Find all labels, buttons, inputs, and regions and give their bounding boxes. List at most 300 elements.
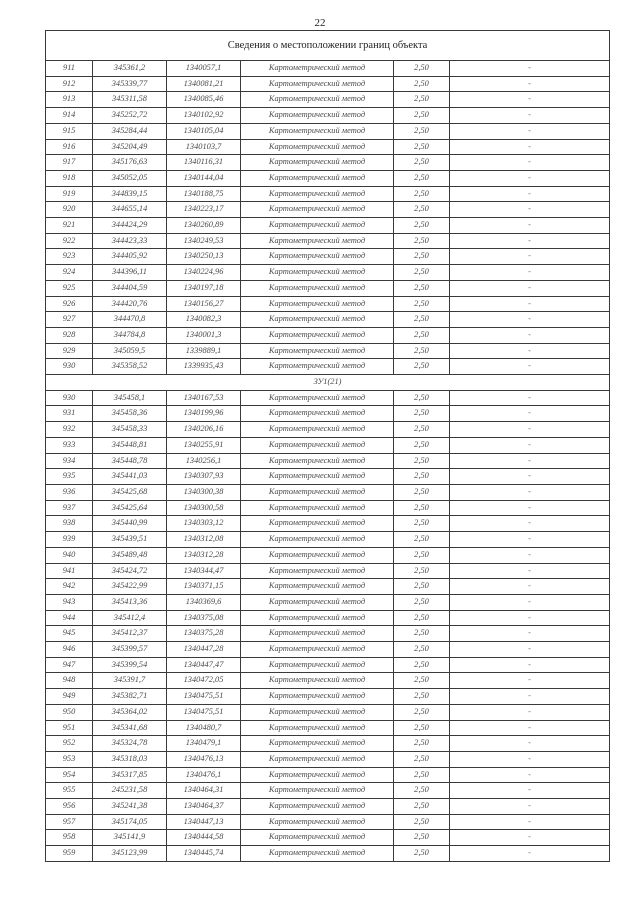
y-coordinate-cell: 1340001,3 <box>167 327 241 343</box>
point-number-cell: 911 <box>46 61 93 77</box>
x-coordinate-cell: 345317,85 <box>93 767 167 783</box>
description-cell: - <box>450 547 610 563</box>
point-number-cell: 927 <box>46 312 93 328</box>
table-row <box>46 689 610 705</box>
description-cell: - <box>450 437 610 453</box>
point-number-cell: 950 <box>46 704 93 720</box>
precision-cell: 2,50 <box>394 280 450 296</box>
method-cell: Картометрический метод <box>241 516 394 532</box>
point-number-cell: 932 <box>46 422 93 438</box>
precision-cell: 2,50 <box>394 296 450 312</box>
precision-cell: 2,50 <box>394 139 450 155</box>
description-cell: - <box>450 846 610 862</box>
precision-cell: 2,50 <box>394 265 450 281</box>
description-cell: - <box>450 233 610 249</box>
precision-cell: 2,50 <box>394 532 450 548</box>
description-cell: - <box>450 594 610 610</box>
x-coordinate-cell: 345399,54 <box>93 657 167 673</box>
table-row <box>46 233 610 249</box>
x-coordinate-cell: 345361,2 <box>93 61 167 77</box>
table-row <box>46 642 610 658</box>
description-cell: - <box>450 767 610 783</box>
method-cell: Картометрический метод <box>241 610 394 626</box>
precision-cell: 2,50 <box>394 422 450 438</box>
description-cell: - <box>450 155 610 171</box>
point-number-cell: 954 <box>46 767 93 783</box>
precision-cell: 2,50 <box>394 406 450 422</box>
x-coordinate-cell: 345439,51 <box>93 532 167 548</box>
table-row <box>46 249 610 265</box>
y-coordinate-cell: 1340447,28 <box>167 642 241 658</box>
y-coordinate-cell: 1340312,28 <box>167 547 241 563</box>
method-cell: Картометрический метод <box>241 484 394 500</box>
x-coordinate-cell: 345324,78 <box>93 736 167 752</box>
table-caption-row <box>46 31 610 61</box>
point-number-cell: 955 <box>46 783 93 799</box>
description-cell: - <box>450 280 610 296</box>
precision-cell: 2,50 <box>394 312 450 328</box>
description-cell: - <box>450 830 610 846</box>
description-cell: - <box>450 610 610 626</box>
method-cell: Картометрический метод <box>241 61 394 77</box>
x-coordinate-cell: 345174,05 <box>93 814 167 830</box>
table-row <box>46 139 610 155</box>
method-cell: Картометрический метод <box>241 406 394 422</box>
precision-cell: 2,50 <box>394 689 450 705</box>
description-cell: - <box>450 626 610 642</box>
description-cell: - <box>450 139 610 155</box>
y-coordinate-cell: 1340375,08 <box>167 610 241 626</box>
table-row <box>46 218 610 234</box>
description-cell: - <box>450 123 610 139</box>
method-cell: Картометрический метод <box>241 108 394 124</box>
method-cell: Картометрический метод <box>241 799 394 815</box>
description-cell: - <box>450 61 610 77</box>
precision-cell: 2,50 <box>394 751 450 767</box>
x-coordinate-cell: 345318,03 <box>93 751 167 767</box>
y-coordinate-cell: 1340224,96 <box>167 265 241 281</box>
precision-cell: 2,50 <box>394 642 450 658</box>
point-number-cell: 919 <box>46 186 93 202</box>
precision-cell: 2,50 <box>394 453 450 469</box>
table-row <box>46 532 610 548</box>
y-coordinate-cell: 1340303,12 <box>167 516 241 532</box>
y-coordinate-cell: 1340371,15 <box>167 579 241 595</box>
point-number-cell: 925 <box>46 280 93 296</box>
table-row <box>46 76 610 92</box>
table-row <box>46 799 610 815</box>
description-cell: - <box>450 720 610 736</box>
table-body-part-1 <box>46 61 610 375</box>
table-row <box>46 265 610 281</box>
precision-cell: 2,50 <box>394 626 450 642</box>
point-number-cell: 913 <box>46 92 93 108</box>
table-row <box>46 484 610 500</box>
method-cell: Картометрический метод <box>241 422 394 438</box>
x-coordinate-cell: 345284,44 <box>93 123 167 139</box>
y-coordinate-cell: 1340479,1 <box>167 736 241 752</box>
section-header <box>46 375 610 391</box>
x-coordinate-cell: 345458,1 <box>93 390 167 406</box>
precision-cell: 2,50 <box>394 155 450 171</box>
table-row <box>46 155 610 171</box>
point-number-cell: 958 <box>46 830 93 846</box>
description-cell: - <box>450 202 610 218</box>
point-number-cell: 921 <box>46 218 93 234</box>
x-coordinate-cell: 345204,49 <box>93 139 167 155</box>
description-cell: - <box>450 704 610 720</box>
table-row <box>46 296 610 312</box>
description-cell: - <box>450 108 610 124</box>
y-coordinate-cell: 1340116,31 <box>167 155 241 171</box>
precision-cell: 2,50 <box>394 610 450 626</box>
table-row <box>46 673 610 689</box>
x-coordinate-cell: 345441,03 <box>93 469 167 485</box>
point-number-cell: 912 <box>46 76 93 92</box>
method-cell: Картометрический метод <box>241 626 394 642</box>
point-number-cell: 952 <box>46 736 93 752</box>
point-number-cell: 930 <box>46 390 93 406</box>
point-number-cell: 922 <box>46 233 93 249</box>
x-coordinate-cell: 344423,33 <box>93 233 167 249</box>
y-coordinate-cell: 1340447,47 <box>167 657 241 673</box>
table-row <box>46 390 610 406</box>
point-number-cell: 944 <box>46 610 93 626</box>
method-cell: Картометрический метод <box>241 751 394 767</box>
precision-cell: 2,50 <box>394 343 450 359</box>
method-cell: Картометрический метод <box>241 76 394 92</box>
x-coordinate-cell: 345241,38 <box>93 799 167 815</box>
table-row <box>46 469 610 485</box>
table-row <box>46 751 610 767</box>
point-number-cell: 945 <box>46 626 93 642</box>
table-row <box>46 814 610 830</box>
table-row <box>46 186 610 202</box>
table-row <box>46 422 610 438</box>
y-coordinate-cell: 1340250,13 <box>167 249 241 265</box>
y-coordinate-cell: 1340476,13 <box>167 751 241 767</box>
description-cell: - <box>450 657 610 673</box>
point-number-cell: 917 <box>46 155 93 171</box>
table-row <box>46 280 610 296</box>
description-cell: - <box>450 186 610 202</box>
table-row <box>46 406 610 422</box>
precision-cell: 2,50 <box>394 830 450 846</box>
precision-cell: 2,50 <box>394 846 450 862</box>
table-row <box>46 327 610 343</box>
y-coordinate-cell: 1340447,13 <box>167 814 241 830</box>
method-cell: Картометрический метод <box>241 657 394 673</box>
y-coordinate-cell: 1340256,1 <box>167 453 241 469</box>
point-number-cell: 956 <box>46 799 93 815</box>
precision-cell: 2,50 <box>394 469 450 485</box>
description-cell: - <box>450 343 610 359</box>
point-number-cell: 936 <box>46 484 93 500</box>
precision-cell: 2,50 <box>394 218 450 234</box>
table-row <box>46 783 610 799</box>
point-number-cell: 915 <box>46 123 93 139</box>
x-coordinate-cell: 345311,58 <box>93 92 167 108</box>
x-coordinate-cell: 344839,15 <box>93 186 167 202</box>
x-coordinate-cell: 345339,77 <box>93 76 167 92</box>
x-coordinate-cell: 345358,52 <box>93 359 167 375</box>
precision-cell: 2,50 <box>394 390 450 406</box>
x-coordinate-cell: 345141,9 <box>93 830 167 846</box>
point-number-cell: 941 <box>46 563 93 579</box>
method-cell: Картометрический метод <box>241 720 394 736</box>
y-coordinate-cell: 1340344,47 <box>167 563 241 579</box>
table-row <box>46 92 610 108</box>
x-coordinate-cell: 344655,14 <box>93 202 167 218</box>
point-number-cell: 939 <box>46 532 93 548</box>
method-cell: Картометрический метод <box>241 327 394 343</box>
precision-cell: 2,50 <box>394 783 450 799</box>
x-coordinate-cell: 345412,4 <box>93 610 167 626</box>
point-number-cell: 918 <box>46 170 93 186</box>
method-cell: Картометрический метод <box>241 830 394 846</box>
table-row <box>46 123 610 139</box>
table-row <box>46 626 610 642</box>
table-row <box>46 657 610 673</box>
point-number-cell: 951 <box>46 720 93 736</box>
y-coordinate-cell: 1340081,21 <box>167 76 241 92</box>
description-cell: - <box>450 469 610 485</box>
x-coordinate-cell: 344396,11 <box>93 265 167 281</box>
precision-cell: 2,50 <box>394 170 450 186</box>
table-row <box>46 736 610 752</box>
x-coordinate-cell: 345440,99 <box>93 516 167 532</box>
description-cell: - <box>450 579 610 595</box>
description-cell: - <box>450 516 610 532</box>
y-coordinate-cell: 1340057,1 <box>167 61 241 77</box>
y-coordinate-cell: 1340475,51 <box>167 704 241 720</box>
x-coordinate-cell: 345399,57 <box>93 642 167 658</box>
precision-cell: 2,50 <box>394 123 450 139</box>
x-coordinate-cell: 344424,29 <box>93 218 167 234</box>
table-row <box>46 500 610 516</box>
method-cell: Картометрический метод <box>241 390 394 406</box>
y-coordinate-cell: 1340197,18 <box>167 280 241 296</box>
x-coordinate-cell: 345052,05 <box>93 170 167 186</box>
method-cell: Картометрический метод <box>241 453 394 469</box>
method-cell: Картометрический метод <box>241 642 394 658</box>
x-coordinate-cell: 345448,81 <box>93 437 167 453</box>
precision-cell: 2,50 <box>394 108 450 124</box>
precision-cell: 2,50 <box>394 799 450 815</box>
table-row <box>46 453 610 469</box>
description-cell: - <box>450 76 610 92</box>
description-cell: - <box>450 265 610 281</box>
description-cell: - <box>450 327 610 343</box>
y-coordinate-cell: 1340156,27 <box>167 296 241 312</box>
x-coordinate-cell: 344420,76 <box>93 296 167 312</box>
method-cell: Картометрический метод <box>241 579 394 595</box>
x-coordinate-cell: 345176,63 <box>93 155 167 171</box>
point-number-cell: 933 <box>46 437 93 453</box>
y-coordinate-cell: 1340475,51 <box>167 689 241 705</box>
point-number-cell: 923 <box>46 249 93 265</box>
description-cell: - <box>450 689 610 705</box>
precision-cell: 2,50 <box>394 437 450 453</box>
x-coordinate-cell: 345341,68 <box>93 720 167 736</box>
point-number-cell: 914 <box>46 108 93 124</box>
y-coordinate-cell: 1340312,08 <box>167 532 241 548</box>
y-coordinate-cell: 1340144,04 <box>167 170 241 186</box>
point-number-cell: 943 <box>46 594 93 610</box>
point-number-cell: 938 <box>46 516 93 532</box>
description-cell: - <box>450 532 610 548</box>
table-row <box>46 359 610 375</box>
point-number-cell: 957 <box>46 814 93 830</box>
precision-cell: 2,50 <box>394 563 450 579</box>
method-cell: Картометрический метод <box>241 500 394 516</box>
method-cell: Картометрический метод <box>241 249 394 265</box>
precision-cell: 2,50 <box>394 767 450 783</box>
point-number-cell: 946 <box>46 642 93 658</box>
description-cell: - <box>450 453 610 469</box>
point-number-cell: 930 <box>46 359 93 375</box>
x-coordinate-cell: 345425,64 <box>93 500 167 516</box>
method-cell: Картометрический метод <box>241 359 394 375</box>
table-row <box>46 610 610 626</box>
description-cell: - <box>450 673 610 689</box>
x-coordinate-cell: 345448,78 <box>93 453 167 469</box>
y-coordinate-cell: 1340188,75 <box>167 186 241 202</box>
y-coordinate-cell: 1340260,89 <box>167 218 241 234</box>
table-row <box>46 830 610 846</box>
point-number-cell: 942 <box>46 579 93 595</box>
method-cell: Картометрический метод <box>241 139 394 155</box>
precision-cell: 2,50 <box>394 327 450 343</box>
precision-cell: 2,50 <box>394 500 450 516</box>
x-coordinate-cell: 345123,99 <box>93 846 167 862</box>
point-number-cell: 928 <box>46 327 93 343</box>
description-cell: - <box>450 736 610 752</box>
x-coordinate-cell: 345412,37 <box>93 626 167 642</box>
x-coordinate-cell: 345413,36 <box>93 594 167 610</box>
method-cell: Картометрический метод <box>241 265 394 281</box>
x-coordinate-cell: 344784,8 <box>93 327 167 343</box>
section-row <box>46 375 610 391</box>
method-cell: Картометрический метод <box>241 704 394 720</box>
section-label: ЗУ1(21) <box>46 375 610 391</box>
table-row <box>46 846 610 862</box>
description-cell: - <box>450 484 610 500</box>
x-coordinate-cell: 345422,99 <box>93 579 167 595</box>
table-row <box>46 312 610 328</box>
method-cell: Картометрический метод <box>241 846 394 862</box>
x-coordinate-cell: 345391,7 <box>93 673 167 689</box>
method-cell: Картометрический метод <box>241 280 394 296</box>
method-cell: Картометрический метод <box>241 202 394 218</box>
y-coordinate-cell: 1340307,93 <box>167 469 241 485</box>
precision-cell: 2,50 <box>394 186 450 202</box>
point-number-cell: 948 <box>46 673 93 689</box>
description-cell: - <box>450 814 610 830</box>
point-number-cell: 949 <box>46 689 93 705</box>
table-body-part-2 <box>46 390 610 861</box>
precision-cell: 2,50 <box>394 233 450 249</box>
table-row <box>46 594 610 610</box>
x-coordinate-cell: 345424,72 <box>93 563 167 579</box>
description-cell: - <box>450 390 610 406</box>
method-cell: Картометрический метод <box>241 563 394 579</box>
method-cell: Картометрический метод <box>241 469 394 485</box>
table-row <box>46 108 610 124</box>
point-number-cell: 920 <box>46 202 93 218</box>
description-cell: - <box>450 249 610 265</box>
point-number-cell: 924 <box>46 265 93 281</box>
description-cell: - <box>450 296 610 312</box>
description-cell: - <box>450 359 610 375</box>
y-coordinate-cell: 1339889,1 <box>167 343 241 359</box>
y-coordinate-cell: 1340167,53 <box>167 390 241 406</box>
y-coordinate-cell: 1340255,91 <box>167 437 241 453</box>
y-coordinate-cell: 1340464,37 <box>167 799 241 815</box>
method-cell: Картометрический метод <box>241 155 394 171</box>
precision-cell: 2,50 <box>394 61 450 77</box>
x-coordinate-cell: 345458,33 <box>93 422 167 438</box>
method-cell: Картометрический метод <box>241 547 394 563</box>
x-coordinate-cell: 345382,71 <box>93 689 167 705</box>
point-number-cell: 953 <box>46 751 93 767</box>
method-cell: Картометрический метод <box>241 218 394 234</box>
y-coordinate-cell: 1340375,28 <box>167 626 241 642</box>
y-coordinate-cell: 1340480,7 <box>167 720 241 736</box>
x-coordinate-cell: 345364,02 <box>93 704 167 720</box>
point-number-cell: 935 <box>46 469 93 485</box>
precision-cell: 2,50 <box>394 484 450 500</box>
y-coordinate-cell: 1340199,96 <box>167 406 241 422</box>
precision-cell: 2,50 <box>394 359 450 375</box>
y-coordinate-cell: 1340300,38 <box>167 484 241 500</box>
precision-cell: 2,50 <box>394 516 450 532</box>
method-cell: Картометрический метод <box>241 814 394 830</box>
description-cell: - <box>450 563 610 579</box>
x-coordinate-cell: 345059,5 <box>93 343 167 359</box>
x-coordinate-cell: 345458,36 <box>93 406 167 422</box>
description-cell: - <box>450 799 610 815</box>
y-coordinate-cell: 1340102,92 <box>167 108 241 124</box>
method-cell: Картометрический метод <box>241 673 394 689</box>
y-coordinate-cell: 1340476,1 <box>167 767 241 783</box>
x-coordinate-cell: 345252,72 <box>93 108 167 124</box>
description-cell: - <box>450 92 610 108</box>
method-cell: Картометрический метод <box>241 170 394 186</box>
x-coordinate-cell: 345489,48 <box>93 547 167 563</box>
precision-cell: 2,50 <box>394 202 450 218</box>
point-number-cell: 931 <box>46 406 93 422</box>
precision-cell: 2,50 <box>394 547 450 563</box>
description-cell: - <box>450 406 610 422</box>
y-coordinate-cell: 1340223,17 <box>167 202 241 218</box>
method-cell: Картометрический метод <box>241 186 394 202</box>
point-number-cell: 940 <box>46 547 93 563</box>
page-number: 22 <box>314 17 326 29</box>
table-row <box>46 563 610 579</box>
method-cell: Картометрический метод <box>241 296 394 312</box>
table-caption: Сведения о местоположении границ объекта <box>46 31 610 61</box>
x-coordinate-cell: 344470,8 <box>93 312 167 328</box>
method-cell: Картометрический метод <box>241 343 394 359</box>
method-cell: Картометрический метод <box>241 123 394 139</box>
method-cell: Картометрический метод <box>241 736 394 752</box>
precision-cell: 2,50 <box>394 814 450 830</box>
y-coordinate-cell: 1340444,58 <box>167 830 241 846</box>
precision-cell: 2,50 <box>394 673 450 689</box>
method-cell: Картометрический метод <box>241 532 394 548</box>
y-coordinate-cell: 1340085,46 <box>167 92 241 108</box>
